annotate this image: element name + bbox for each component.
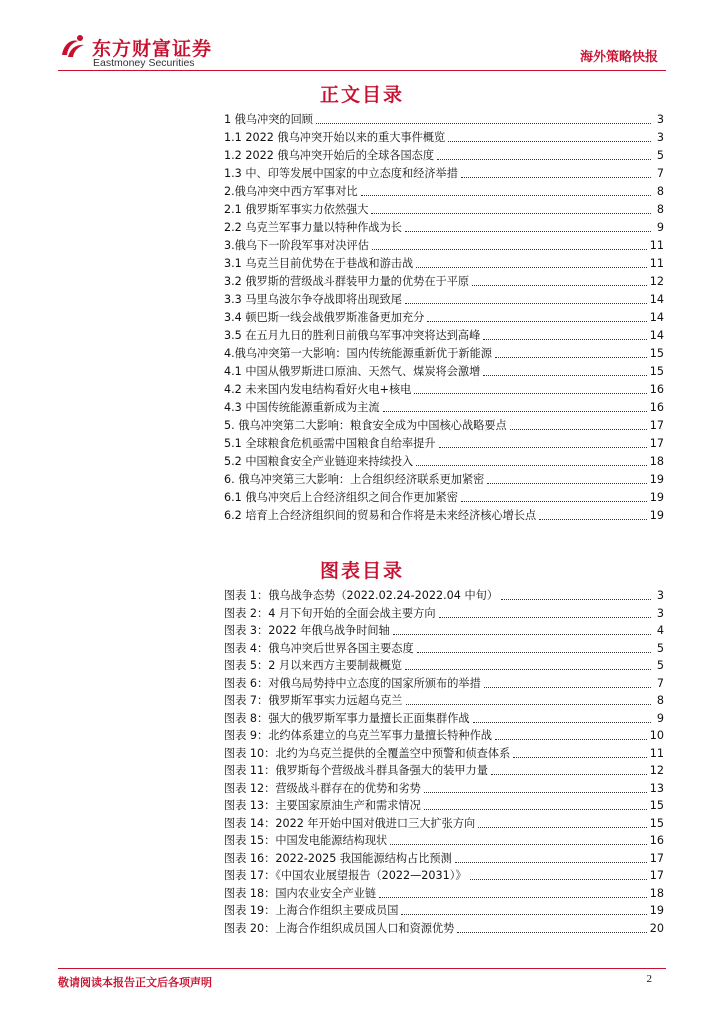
toc-entry-text: 1.1 2022 俄乌冲突开始以来的重大事件概览 [224, 131, 446, 144]
figure-entry-text: 图表 13：主要国家原油生产和需求情况 [224, 799, 421, 812]
figure-entry[interactable] [224, 797, 664, 813]
figure-entry-text: 图表 2：4 月下旬开始的全面会战主要方向 [224, 606, 436, 620]
figure-entry-text: 图表 4：俄乌冲突后世界各国主要态度 [224, 641, 414, 655]
toc-entry-page: 11 [649, 257, 664, 270]
toc-entry[interactable] [224, 237, 664, 253]
figure-entry-text: 图表 11：俄罗斯每个营级战斗群具备强大的装甲力量 [224, 764, 488, 777]
figure-entry-page: 13 [649, 781, 664, 795]
figure-entry-page: 4 [656, 624, 664, 637]
toc-entry[interactable] [224, 399, 664, 415]
page-header [0, 0, 724, 80]
toc-entry-page: 18 [649, 455, 664, 468]
figure-entry-text: 图表 16：2022-2025 我国能源结构占比预测 [224, 851, 452, 865]
figure-entry-text: 图表 5：2 月以来西方主要制裁概览 [224, 659, 402, 672]
toc-entry-page: 3 [656, 113, 664, 126]
dot-leader [455, 862, 647, 863]
dot-leader [414, 393, 646, 394]
figure-entry[interactable] [224, 622, 664, 638]
toc-entry-text: 6. 俄乌冲突第三大影响：上合组织经济联系更加紧密 [224, 473, 485, 486]
eastmoney-logo-icon [58, 33, 88, 63]
dot-leader [406, 704, 652, 705]
figure-entry[interactable] [224, 867, 664, 883]
toc-entry-text: 5.1 全球粮食危机亟需中国粮食自给率提升 [224, 437, 436, 450]
dot-leader [416, 267, 647, 268]
dot-leader [439, 447, 647, 448]
figure-entry-text: 图表 7：俄罗斯军事实力远超乌克兰 [224, 694, 403, 707]
figure-entry-text: 图表 17：《中国农业展望报告（2022—2031）》 [224, 869, 467, 882]
figure-entry-text: 图表 10：北约为乌克兰提供的全覆盖空中预警和侦查体系 [224, 746, 511, 760]
dot-leader [405, 231, 651, 232]
toc-entry[interactable] [224, 453, 664, 469]
dot-leader [390, 844, 647, 845]
figure-entry-page: 5 [656, 659, 664, 672]
figure-entry-text: 图表 14：2022 年开始中国对俄进口三大扩张方向 [224, 816, 476, 830]
dot-leader [510, 429, 647, 430]
toc-entry[interactable] [224, 129, 664, 145]
figure-entry-text: 图表 12：营级战斗群存在的优势和劣势 [224, 781, 421, 795]
toc-entry-page: 15 [649, 347, 664, 360]
figure-entry-page: 16 [649, 834, 664, 847]
toc-entry-page: 14 [649, 311, 664, 324]
dot-leader [495, 739, 647, 740]
figure-entry[interactable] [224, 605, 664, 621]
dot-leader [461, 501, 647, 502]
dot-leader [437, 159, 651, 160]
toc-entry-page: 8 [656, 185, 664, 198]
dot-leader [383, 411, 647, 412]
figure-entry[interactable] [224, 710, 664, 726]
toc-title: 正文目录 [319, 84, 404, 106]
figure-entry[interactable] [224, 727, 664, 743]
dot-leader [371, 213, 651, 214]
dot-leader [405, 669, 651, 670]
figure-entry-page: 7 [656, 676, 664, 690]
toc-entry-text: 3.4 顿巴斯一线会战俄罗斯准备更加充分 [224, 311, 425, 324]
dot-leader [472, 285, 647, 286]
figure-entry[interactable] [224, 815, 664, 831]
toc-entry-page: 11 [649, 239, 664, 252]
toc-entry-page: 5 [656, 149, 664, 162]
dot-leader [401, 914, 646, 915]
dot-leader [484, 687, 651, 688]
dot-leader [470, 879, 647, 880]
toc-entry-text: 1.2 2022 俄乌冲突开始后的全球各国态度 [224, 149, 435, 162]
figure-entry-text: 图表 8：强大的俄罗斯军事力量擅长正面集群作战 [224, 711, 470, 725]
dot-leader [483, 375, 646, 376]
figure-entry-page: 18 [649, 886, 664, 900]
dot-leader [427, 321, 646, 322]
toc-entry[interactable] [224, 291, 664, 307]
toc-entry[interactable] [224, 507, 664, 523]
figure-entry[interactable] [224, 902, 664, 918]
dot-leader [478, 827, 647, 828]
toc-entry-page: 19 [649, 509, 664, 522]
toc-entry-text: 2.1 俄罗斯军事实力依然强大 [224, 203, 369, 216]
figure-entry-page: 15 [649, 799, 664, 812]
toc-entry[interactable] [224, 183, 664, 199]
toc-entry[interactable] [224, 489, 664, 505]
figure-entry[interactable] [224, 920, 664, 936]
brand-name-cn: 东方财富证券 [92, 38, 213, 60]
toc-entry-text: 3.2 俄罗斯的营级战斗群装甲力量的优势在于平原 [224, 275, 470, 288]
dot-leader [316, 123, 651, 124]
toc-entry-text: 4.1 中国从俄罗斯进口原油、天然气、煤炭将会激增 [224, 365, 481, 378]
figure-entry-text: 图表 20：上海合作组织成员国人口和资源优势 [224, 921, 455, 935]
figure-entry[interactable] [224, 780, 664, 796]
dot-leader [457, 932, 646, 933]
figure-entry-page: 5 [656, 641, 664, 655]
toc-entry-text: 2.俄乌冲突中西方军事对比 [224, 185, 358, 198]
figures-title: 图表目录 [319, 560, 404, 582]
figure-entry[interactable] [224, 850, 664, 866]
page-number: 2 [646, 973, 652, 985]
toc-entry-text: 1.3 中、印等发展中国家的中立态度和经济举措 [224, 167, 458, 180]
dot-leader [393, 634, 651, 635]
figure-entry-page: 9 [656, 711, 664, 725]
figure-entry[interactable] [224, 640, 664, 656]
toc-entry-text: 4.俄乌冲突第一大影响：国内传统能源重新优于新能源 [224, 347, 492, 360]
dot-leader [439, 617, 651, 618]
toc-entry-text: 3.1 乌克兰目前优势在于巷战和游击战 [224, 257, 414, 270]
footer-disclaimer: 敬请阅读本报告正文后各项声明 [58, 976, 212, 989]
toc-entry-page: 17 [649, 419, 664, 432]
dot-leader [539, 519, 647, 520]
figure-entry[interactable] [224, 885, 664, 901]
figure-entry-text: 图表 19：上海合作组织主要成员国 [224, 904, 399, 917]
toc-entry[interactable] [224, 363, 664, 379]
toc-entry-page: 15 [649, 365, 664, 378]
toc-entry[interactable] [224, 309, 664, 325]
figure-entry[interactable] [224, 675, 664, 691]
header-divider [58, 70, 666, 71]
toc-entry[interactable] [224, 381, 664, 397]
toc-entry[interactable] [224, 327, 664, 343]
toc-entry-page: 19 [649, 491, 664, 504]
figure-entry-page: 8 [656, 694, 664, 707]
dot-leader [487, 483, 646, 484]
footer-divider [58, 968, 666, 969]
toc-entry-text: 3.5 在五月九日的胜利日前俄乌军事冲突将达到高峰 [224, 329, 481, 342]
figure-entry[interactable] [224, 692, 664, 708]
figure-entry[interactable] [224, 587, 664, 603]
toc-entry-page: 7 [656, 167, 664, 180]
figure-entry-page: 17 [649, 869, 664, 882]
dot-leader [495, 357, 647, 358]
toc-entry-page: 17 [649, 437, 664, 450]
toc-entry-text: 3.俄乌下一阶段军事对决评估 [224, 239, 369, 252]
toc-entry[interactable] [224, 435, 664, 451]
toc-entry-text: 3.3 马里乌波尔争夺战即将出现致尾 [224, 293, 402, 306]
figure-entry-page: 17 [649, 851, 664, 865]
toc-entry[interactable] [224, 165, 664, 181]
toc-entry[interactable] [224, 111, 664, 127]
figure-entry-page: 15 [649, 816, 664, 830]
toc-entry-text: 6.2 培育上合经济组织间的贸易和合作将是未来经济核心增长点 [224, 509, 537, 522]
figure-entry-text: 图表 9：北约体系建立的乌克兰军事力量擅长特种作战 [224, 729, 492, 742]
dot-leader [372, 249, 647, 250]
figure-entry[interactable] [224, 657, 664, 673]
figure-entry-text: 图表 18：国内农业安全产业链 [224, 886, 377, 900]
figure-entry-text: 图表 1：俄乌战争态势（2022.02.24-2022.04 中旬） [224, 589, 499, 602]
dot-leader [491, 774, 647, 775]
toc-entry-text: 4.2 未来国内发电结构看好火电+核电 [224, 383, 412, 396]
figure-entry-page: 12 [649, 764, 664, 777]
figure-entry-page: 3 [656, 589, 664, 602]
dot-leader [513, 757, 646, 758]
toc-entry-page: 14 [649, 293, 664, 306]
report-type-label: 海外策略快报 [579, 50, 658, 65]
figure-entry[interactable] [224, 745, 664, 761]
figure-entry[interactable] [224, 762, 664, 778]
toc-entry-text: 6.1 俄乌冲突后上合经济组织之间合作更加紧密 [224, 491, 458, 504]
toc-entry-page: 12 [649, 275, 664, 288]
toc-entry-page: 14 [649, 329, 664, 342]
dot-leader [448, 141, 651, 142]
toc-entry-page: 16 [649, 401, 664, 414]
toc-entry[interactable] [224, 471, 664, 487]
toc-entry[interactable] [224, 201, 664, 217]
toc-entry-text: 5. 俄乌冲突第二大影响：粮食安全成为中国核心战略要点 [224, 419, 507, 432]
figure-entry-text: 图表 6：对俄乌局势持中立态度的国家所颁布的举措 [224, 676, 481, 690]
dot-leader [361, 195, 651, 196]
brand-name-en: Eastmoney Securities [93, 57, 195, 69]
toc-entry-text: 2.2 乌克兰军事力量以特种作战为长 [224, 221, 402, 234]
toc-entry[interactable] [224, 219, 664, 235]
toc-entry[interactable] [224, 147, 664, 163]
toc-entry-page: 8 [656, 203, 664, 216]
toc-entry[interactable] [224, 273, 664, 289]
toc-entry-text: 5.2 中国粮食安全产业链迎来持续投入 [224, 455, 414, 468]
figure-entry-page: 3 [656, 606, 664, 620]
dot-leader [417, 652, 651, 653]
toc-entry-text: 1 俄乌冲突的回顾 [224, 113, 313, 126]
figure-entry-page: 20 [649, 921, 664, 935]
figure-entry-page: 10 [649, 729, 664, 742]
toc-entry[interactable] [224, 255, 664, 271]
dot-leader [405, 303, 647, 304]
figure-entry-page: 19 [649, 904, 664, 917]
figure-entry-page: 11 [649, 746, 664, 760]
dot-leader [424, 792, 647, 793]
dot-leader [501, 599, 651, 600]
toc-entry[interactable] [224, 345, 664, 361]
toc-entry[interactable] [224, 417, 664, 433]
dot-leader [461, 177, 651, 178]
toc-entry-page: 19 [649, 473, 664, 486]
toc-entry-page: 9 [656, 221, 664, 234]
dot-leader [416, 465, 647, 466]
figure-entry-text: 图表 15：中国发电能源结构现状 [224, 834, 388, 847]
dot-leader [483, 339, 646, 340]
figure-entry-text: 图表 3：2022 年俄乌战争时间轴 [224, 624, 390, 637]
dot-leader [424, 809, 647, 810]
dot-leader [473, 722, 651, 723]
toc-entry-page: 16 [649, 383, 664, 396]
toc-entry-page: 3 [656, 131, 664, 144]
figure-entry[interactable] [224, 832, 664, 848]
toc-entry-text: 4.3 中国传统能源重新成为主流 [224, 401, 380, 414]
dot-leader [379, 897, 647, 898]
